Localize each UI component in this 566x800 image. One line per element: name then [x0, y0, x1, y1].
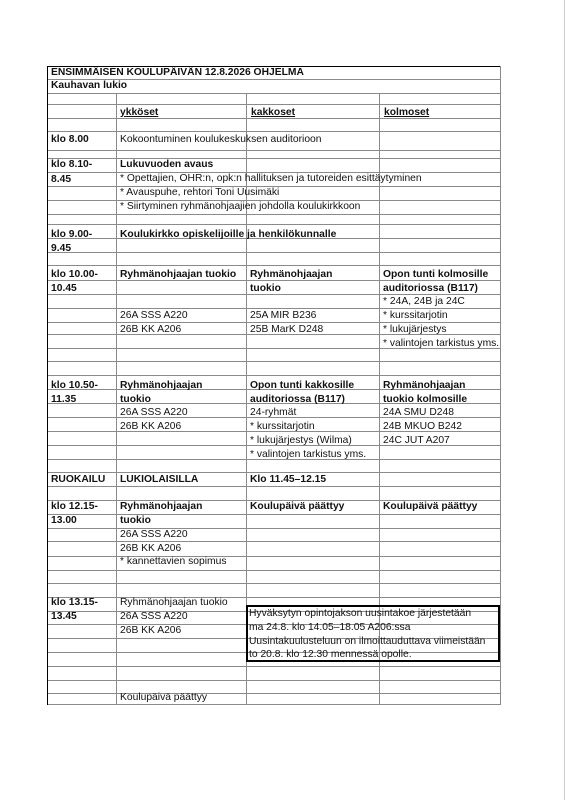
session-title: auditoriossa (B117)	[383, 283, 478, 294]
group-room: 25A MIR B236	[250, 310, 317, 321]
session-title: tuokio	[120, 394, 151, 405]
retake-exam-notice	[246, 605, 500, 662]
group-room: 26A SSS A220	[120, 310, 188, 321]
column-line	[500, 66, 501, 705]
column-line	[116, 93, 117, 705]
session-item: * lukujärjestys (Wilma)	[250, 435, 352, 446]
time-label: klo 12.15-	[51, 501, 98, 512]
time-label: 9.45	[51, 243, 72, 254]
time-label: klo 10.50-	[51, 380, 98, 391]
day-ends-final: Koulupäivä päättyy	[120, 692, 208, 703]
event-item: * Opettajien, OHR:n, opk:n hallituksen ja tutoreiden esittäytyminen	[120, 173, 422, 184]
session-title: Ryhmänohjaajan	[383, 380, 466, 391]
session-item: * valintojen tarkistus yms.	[250, 449, 367, 460]
notice-line: to 20.8. klo 12.30 mennessä opolle.	[249, 649, 412, 660]
time-label: 13.00	[51, 515, 77, 526]
session-item: * lukujärjestys	[383, 324, 447, 335]
group-room: 26A SSS A220	[120, 529, 188, 540]
group-room: 26B KK A206	[120, 625, 182, 636]
session-title: tuokio	[250, 283, 281, 294]
session-item: 24-ryhmät	[250, 407, 297, 418]
session-item: * kurssitarjotin	[383, 310, 448, 321]
session-title: Opon tunti kolmosille	[383, 269, 489, 280]
session-title: Ryhmänohjaajan tuokio	[120, 269, 237, 280]
time-label: 8.45	[51, 174, 72, 185]
notice-line: Uusintakuulusteluun on ilmoittauduttava viimeistään	[249, 636, 486, 647]
session-item: * kurssitarjotin	[250, 421, 315, 432]
session-title: Opon tunti kakkosille	[250, 380, 355, 391]
column-line	[47, 66, 48, 705]
session-item: * kannettavien sopimus	[120, 556, 227, 567]
column-header-ykkoset: ykköset	[120, 107, 159, 118]
session-title: tuokio	[120, 515, 151, 526]
day-ends: Koulupäivä päättyy	[383, 501, 478, 512]
session-item: * valintojen tarkistus yms.	[383, 338, 500, 349]
column-header-kolmoset: kolmoset	[384, 107, 430, 118]
time-label: 10.45	[51, 283, 77, 294]
session-title: auditoriossa (B117)	[250, 394, 345, 405]
column-header-kakkoset: kakkoset	[251, 107, 296, 118]
lunch-label: RUOKAILU	[51, 474, 106, 485]
time-label: klo 10.00-	[51, 269, 98, 280]
session-title: Ryhmänohjaajan tuokio	[120, 597, 228, 608]
group-room: 26B KK A206	[120, 421, 182, 432]
group-room: 26B KK A206	[120, 324, 182, 335]
event-item: * Avauspuhe, rehtori Toni Uusimäki	[120, 187, 280, 198]
group-room: 25B MarK D248	[250, 324, 324, 335]
group-room: 26B KK A206	[120, 543, 182, 554]
event-text: Kokoontuminen koulukeskuksen auditorioon	[120, 134, 322, 145]
time-label: klo 8.00	[51, 134, 89, 145]
notice-line: Hyväksytyn opintojakson uusintakoe järjestetään	[249, 608, 472, 619]
session-title: tuokio kolmosille	[383, 394, 468, 405]
session-title: Ryhmänohjaajan	[120, 380, 203, 391]
notice-line: ma 24.8. klo 14.05–18.05 A206:ssa	[249, 622, 411, 633]
session-item: * 24A, 24B ja 24C	[383, 296, 465, 307]
school-name: Kauhavan lukio	[51, 80, 128, 91]
group-room: 24B MKUO B242	[383, 421, 462, 432]
group-room: 24C JUT A207	[383, 435, 450, 446]
document-title: ENSIMMÄISEN KOULUPÄIVÄN 12.8.2026 OHJELMA	[51, 67, 304, 78]
time-label: 13.45	[51, 611, 77, 622]
time-label: klo 9.00-	[51, 229, 93, 240]
lunch-label: LUKIOLAISILLA	[120, 474, 199, 485]
event-title: Lukuvuoden avaus	[120, 159, 214, 170]
group-room: 26A SSS A220	[120, 611, 188, 622]
group-room: 26A SSS A220	[120, 407, 188, 418]
group-room: 24A SMU D248	[383, 407, 454, 418]
time-label: klo 13.15-	[51, 597, 98, 608]
session-title: Ryhmänohjaajan	[120, 501, 203, 512]
lunch-time: Klo 11.45–12.15	[250, 474, 327, 485]
page-edge	[564, 0, 565, 800]
day-ends: Koulupäivä päättyy	[250, 501, 345, 512]
session-title: Ryhmänohjaajan	[250, 269, 333, 280]
time-label: klo 8.10-	[51, 159, 93, 170]
event-title: Koulukirkko opiskelijoille ja henkilökunnalle	[120, 229, 337, 240]
time-label: 11.35	[51, 394, 77, 405]
event-item: * Siirtyminen ryhmänohjaajien johdolla koulukirkkoon	[120, 201, 361, 212]
